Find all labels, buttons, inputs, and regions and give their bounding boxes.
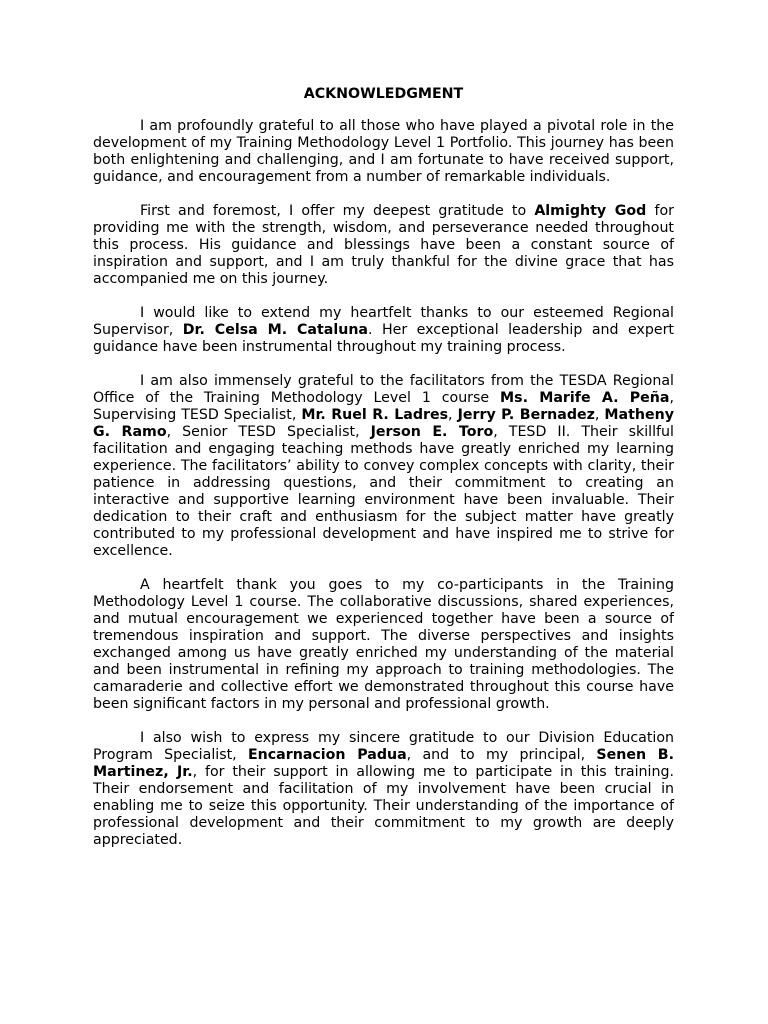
bold-name: Senen B. Martinez, Jr. xyxy=(93,747,674,780)
paragraph xyxy=(93,118,674,186)
paragraph-text: , TESD II. Their skillful facilitation and engaging teaching methods have greatly enriched my learning experience. The facilitators’ ability to convey complex concepts with clarity, their patience in addressing questions, and their commitment to creating an interactive and supportive learning environment have been invaluable. Their dedication to their craft and enthusiasm for the subject matter have greatly contributed to my professional development and have inspired me to strive for excellence. xyxy=(93,424,674,559)
bold-name: Dr. Celsa M. Cataluna xyxy=(182,322,368,338)
paragraph-text: , and to my principal, xyxy=(406,747,597,763)
bold-name: Almighty God xyxy=(534,203,647,219)
paragraph-text: I am also immensely grateful to the facilitators from the TESDA Regional Office of the Training Methodology Level 1 course xyxy=(93,373,674,406)
paragraph-text: First and foremost, I offer my deepest gratitude to xyxy=(140,203,535,219)
bold-name: Jerson E. Toro xyxy=(370,424,494,440)
document-body xyxy=(93,118,674,849)
document-page xyxy=(93,86,674,866)
paragraph xyxy=(93,730,674,849)
bold-name: Ms. Marife A. Peña xyxy=(500,390,670,406)
paragraph-text: , Supervising TESD Specialist, xyxy=(93,390,674,423)
paragraph-text: , xyxy=(594,407,605,423)
paragraph-text: I also wish to express my sincere gratitude to our Division Education Program Specialist, xyxy=(93,730,674,763)
paragraph xyxy=(93,203,674,288)
bold-name: Matheny G. Ramo xyxy=(93,407,674,440)
bold-name: Jerry P. Bernadez xyxy=(457,407,595,423)
paragraph xyxy=(93,305,674,356)
paragraph-text: , for their support in allowing me to participate in this training. Their endorsement and facilitation of my involvement have been crucial in enabling me to seize this opportunity. Their understanding of the importance of professional development and their commitment to my growth are deeply appreciated. xyxy=(93,764,674,848)
paragraph-text: , xyxy=(448,407,458,423)
paragraph xyxy=(93,577,674,713)
bold-name: Encarnacion Padua xyxy=(247,747,407,763)
paragraph-text: I am profoundly grateful to all those who have played a pivotal role in the development of my Training Methodology Level 1 Portfolio. This journey has been both enlightening and challenging, and I am fortunate to have received support, guidance, and encouragement from a number of remarkable individuals. xyxy=(93,118,674,185)
paragraph-text: I would like to extend my heartfelt thanks to our esteemed Regional Supervisor, xyxy=(93,305,674,338)
paragraph-text: , Senior TESD Specialist, xyxy=(166,424,371,440)
paragraph xyxy=(93,373,674,560)
bold-name: Mr. Ruel R. Ladres xyxy=(301,407,449,423)
document-title: ACKNOWLEDGMENT xyxy=(303,86,464,102)
paragraph-text: A heartfelt thank you goes to my co-participants in the Training Methodology Level 1 course. The collaborative discussions, shared experiences, and mutual encouragement we experienced together have been a source of tremendous inspiration and support. The diverse perspectives and insights exchanged among us have greatly enriched my understanding of the material and been instrumental in refining my approach to training methodologies. The camaraderie and collective effort we demonstrated throughout this course have been significant factors in my personal and professional growth. xyxy=(93,577,674,712)
paragraph-text: . Her exceptional leadership and expert guidance have been instrumental throughout my training process. xyxy=(93,322,674,355)
paragraph-text: for providing me with the strength, wisdom, and perseverance needed throughout this process. His guidance and blessings have been a constant source of inspiration and support, and I am truly thankful for the divine grace that has accompanied me on this journey. xyxy=(93,203,674,287)
